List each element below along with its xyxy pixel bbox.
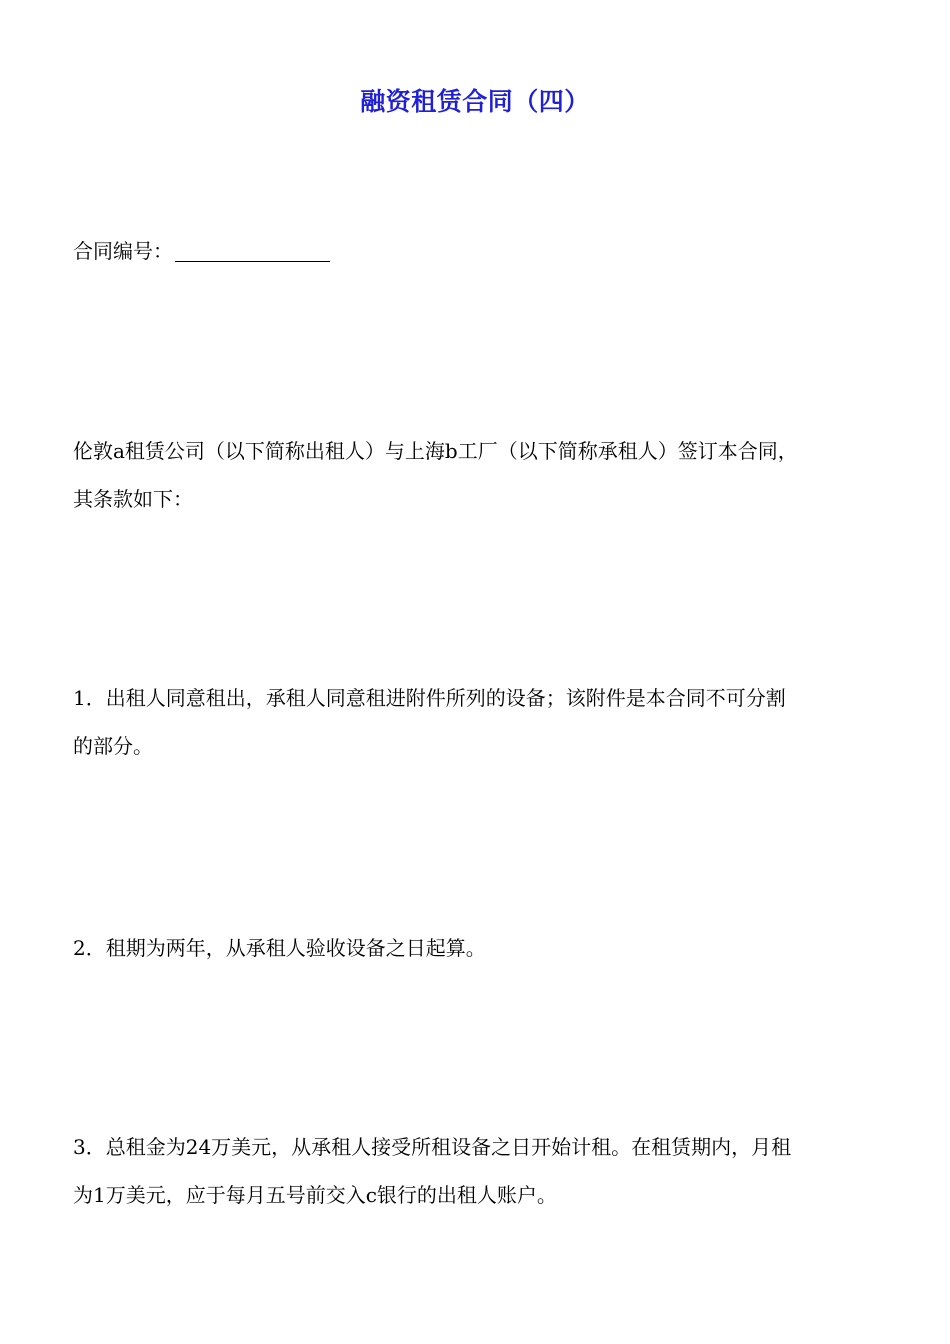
clause-1-line-1: 1．出租人同意租出，承租人同意租进附件所列的设备；该附件是本合同不可分割	[73, 686, 786, 710]
clause-3-line-2: 为1万美元，应于每月五号前交入c银行的出租人账户。	[73, 1183, 557, 1207]
clause-1-line-2: 的部分。	[73, 734, 153, 758]
clause-2-line-1: 2．租期为两年，从承租人验收设备之日起算。	[73, 936, 486, 960]
contract-number-row	[73, 227, 893, 275]
document-title: 融资租赁合同（四）	[360, 87, 590, 116]
intro-line-1: 伦敦a租赁公司（以下简称出租人）与上海b工厂（以下简称承租人）签订本合同，	[73, 439, 798, 463]
contract-number-blank	[175, 241, 330, 262]
clause-3-line-1: 3．总租金为24万美元，从承租人接受所租设备之日开始计租。在租赁期内，月租	[73, 1135, 792, 1159]
intro-line-2: 其条款如下：	[73, 487, 193, 511]
contract-number-label: 合同编号：	[73, 239, 173, 263]
